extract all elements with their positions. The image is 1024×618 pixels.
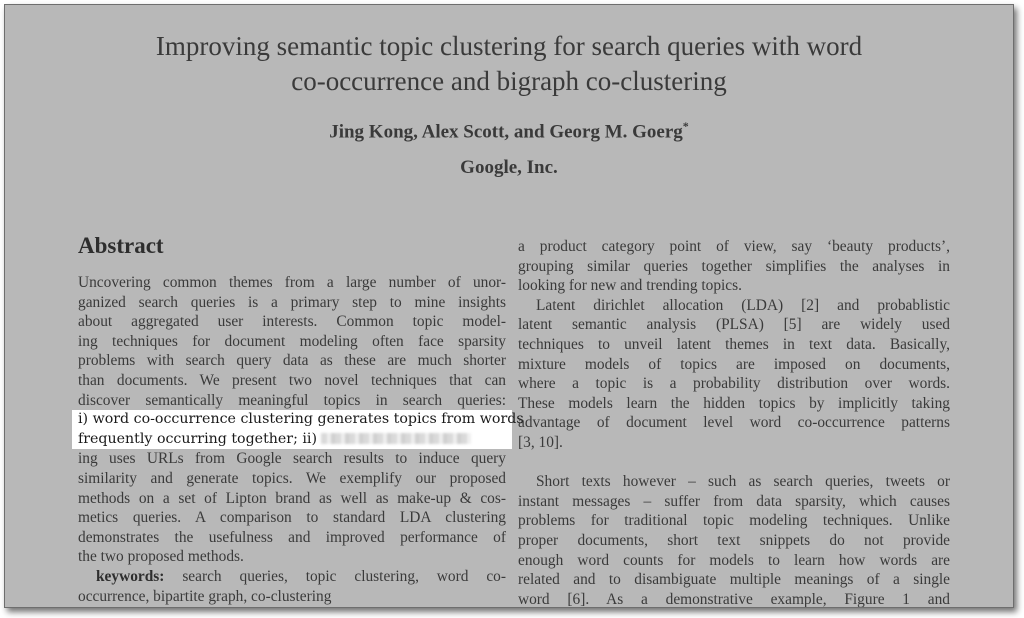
abstract-line: methods on a set of Lipton brand as well as make-up & cos- bbox=[78, 489, 506, 507]
abstract-heading: Abstract bbox=[78, 233, 164, 258]
authors-text: Jing Kong, Alex Scott, and Georg M. Goerg bbox=[329, 121, 683, 143]
keywords-label: keywords: bbox=[96, 567, 165, 585]
abstract-line: ing uses URLs from Google search results to induce query bbox=[78, 450, 506, 468]
body-line: related and to disambiguate multiple meanings of a single bbox=[518, 571, 950, 589]
body-line: Latent dirichlet allocation (LDA) [2] and probablistic bbox=[536, 296, 950, 314]
body-line: instant messages – suffer from data sparsity, which causes bbox=[518, 492, 950, 510]
paper-page bbox=[4, 4, 1014, 608]
body-line: where a topic is a probability distribution over words. bbox=[518, 375, 950, 393]
body-line: a product category point of view, say ‘beauty products’, bbox=[518, 238, 950, 255]
title-line-1: Improving semantic topic clustering for search queries with word bbox=[155, 31, 863, 61]
body-line: word [6]. As a demonstrative example, Figure 1 and bbox=[518, 590, 950, 608]
body-line: problems for traditional topic modeling techniques. Unlike bbox=[518, 512, 950, 530]
author-list bbox=[5, 119, 1013, 143]
abstract-line: problems with search query data as these are much shorter bbox=[78, 352, 506, 370]
keywords-text: search queries, topic clustering, word co- bbox=[182, 567, 506, 585]
highlighted-line-2 bbox=[72, 430, 512, 450]
paper-title bbox=[5, 29, 1013, 99]
affiliation: Google, Inc. bbox=[460, 157, 558, 178]
body-line: mixture models of topics are imposed on documents, bbox=[518, 355, 950, 373]
abstract-line: the two proposed methods. bbox=[78, 548, 244, 566]
abstract-line: discover semantically meaningful topics in search queries: bbox=[78, 391, 506, 409]
body-line: proper documents, short text snippets do not provide bbox=[518, 531, 950, 549]
redacted-text bbox=[321, 433, 471, 444]
keywords-line bbox=[78, 567, 506, 587]
abstract-line: about aggregated user interests. Common topic model- bbox=[78, 313, 506, 331]
abstract-line: similarity and generate topics. We exemplify our proposed bbox=[78, 469, 506, 487]
highlighted-text: frequently occurring together; ii) bbox=[78, 430, 317, 447]
body-line: grouping similar queries together simplifies the analyses in bbox=[518, 257, 950, 275]
body-line: techniques to unveil latent themes in text data. Basically, bbox=[518, 335, 950, 353]
abstract-line: metics queries. A comparison to standard LDA clustering bbox=[78, 509, 506, 527]
keywords-line-2: occurrence, bipartite graph, co-clustering bbox=[78, 587, 332, 605]
body-line: [3, 10]. bbox=[518, 433, 563, 451]
abstract-body bbox=[78, 273, 524, 606]
abstract-line: ganized search queries is a primary step to mine insights bbox=[78, 293, 506, 311]
body-line: looking for new and trending topics. bbox=[518, 277, 742, 295]
abstract-line: ing techniques for document modeling often face sparsity bbox=[78, 332, 506, 350]
highlighted-line-1: i) word co-occurrence clustering generates topics from words bbox=[72, 410, 512, 430]
body-line: latent semantic analysis (PLSA) [5] are widely used bbox=[518, 316, 950, 334]
abstract-line: demonstrates the usefulness and improved performance of bbox=[78, 528, 506, 546]
body-line: These models learn the hidden topics by implicitly taking bbox=[518, 394, 950, 412]
author-footnote-mark: * bbox=[682, 119, 689, 133]
body-line: enough word counts for models to learn how words are bbox=[518, 551, 950, 569]
body-line: Short texts however – such as search queries, tweets or bbox=[536, 473, 950, 491]
title-line-2: co-occurrence and bigraph co-clustering bbox=[291, 66, 727, 96]
body-line: advantage of document level word co-occurrence patterns bbox=[518, 414, 950, 432]
intro-column bbox=[518, 237, 950, 608]
paragraph-gap bbox=[518, 453, 950, 473]
abstract-line: Uncovering common themes from a large number of unor- bbox=[78, 274, 506, 291]
abstract-line: than documents. We present two novel techniques that can bbox=[78, 371, 506, 389]
